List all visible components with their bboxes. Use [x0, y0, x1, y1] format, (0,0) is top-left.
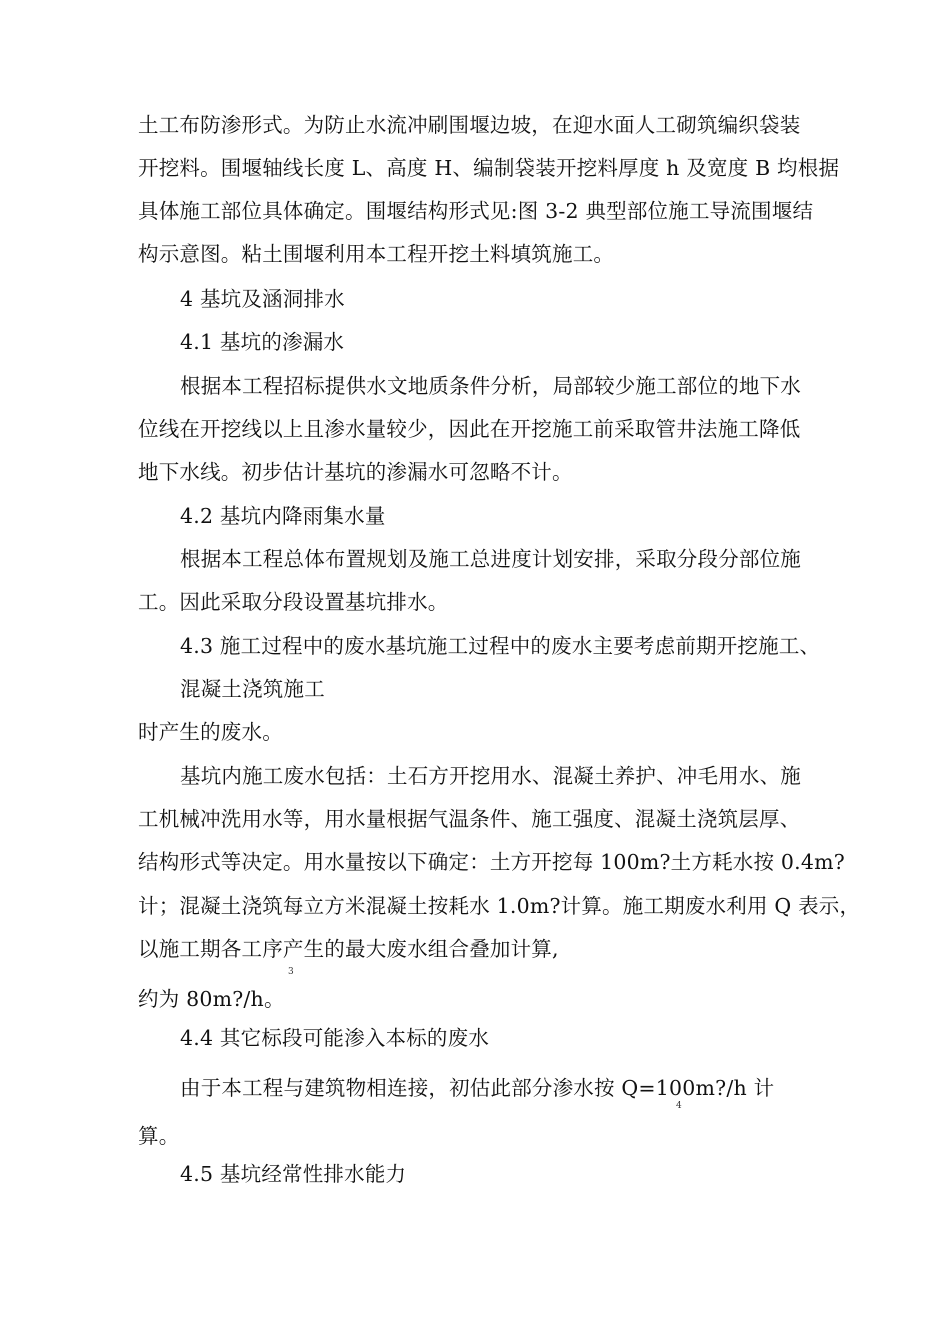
body-text-line: 以施工期各工序产生的最大废水组合叠加计算,: [138, 937, 559, 961]
body-text-line: 土工布防渗形式。为防止水流冲刷围堰边坡，在迎水面人工砌筑编织袋装: [138, 113, 801, 137]
body-text-line: 开挖料。围堰轴线长度 L、高度 H、编制袋装开挖料厚度 h 及宽度 B 均根据: [138, 156, 840, 180]
body-text-line: 位线在开挖线以上且渗水量较少，因此在开挖施工前采取管井法施工降低: [138, 417, 801, 441]
page-mark: 4: [676, 1101, 682, 1111]
body-text-line: 根据本工程总体布置规划及施工总进度计划安排，采取分段分部位施: [180, 547, 801, 571]
subsection-heading: 4.4 其它标段可能渗入本标的废水: [180, 1026, 490, 1050]
body-text-line: 工机械冲洗用水等，用水量根据气温条件、施工强度、混凝土浇筑层厚、: [138, 807, 801, 831]
body-text-line: 约为 80m?/h。: [138, 987, 285, 1011]
subsection-heading: 4.2 基坑内降雨集水量: [180, 504, 386, 528]
body-text-line: 计；混凝土浇筑每立方米混凝土按耗水 1.0m?计算。施工期废水利用 Q 表示，: [138, 894, 861, 918]
body-text-line: 混凝土浇筑施工: [180, 677, 325, 701]
subsection-heading: 4.3 施工过程中的废水基坑施工过程中的废水主要考虑前期开挖施工、: [180, 634, 821, 658]
subsection-heading: 4.5 基坑经常性排水能力: [180, 1162, 407, 1186]
body-text-line: 地下水线。初步估计基坑的渗漏水可忽略不计。: [138, 460, 573, 484]
body-text-line: 具体施工部位具体确定。围堰结构形式见:图 3-2 典型部位施工导流围堰结: [138, 199, 814, 223]
body-text-line: 根据本工程招标提供水文地质条件分析，局部较少施工部位的地下水: [180, 374, 801, 398]
body-text-line: 时产生的废水。: [138, 720, 283, 744]
body-text-line: 算。: [138, 1124, 180, 1148]
subsection-heading: 4.1 基坑的渗漏水: [180, 330, 345, 354]
body-text-line: 工。因此采取分段设置基坑排水。: [138, 590, 449, 614]
body-text-line: 构示意图。粘土围堰利用本工程开挖土料填筑施工。: [138, 242, 615, 266]
body-text-line: 结构形式等决定。用水量按以下确定：土方开挖每 100m?土方耗水按 0.4m?: [138, 850, 845, 874]
page-mark: 3: [288, 967, 294, 977]
section-heading: 4 基坑及涵洞排水: [180, 287, 345, 311]
body-text-line: 由于本工程与建筑物相连接，初估此部分渗水按 Q=100m?/h 计: [180, 1076, 775, 1100]
body-text-line: 基坑内施工废水包括：土石方开挖用水、混凝土养护、冲毛用水、施: [180, 764, 801, 788]
